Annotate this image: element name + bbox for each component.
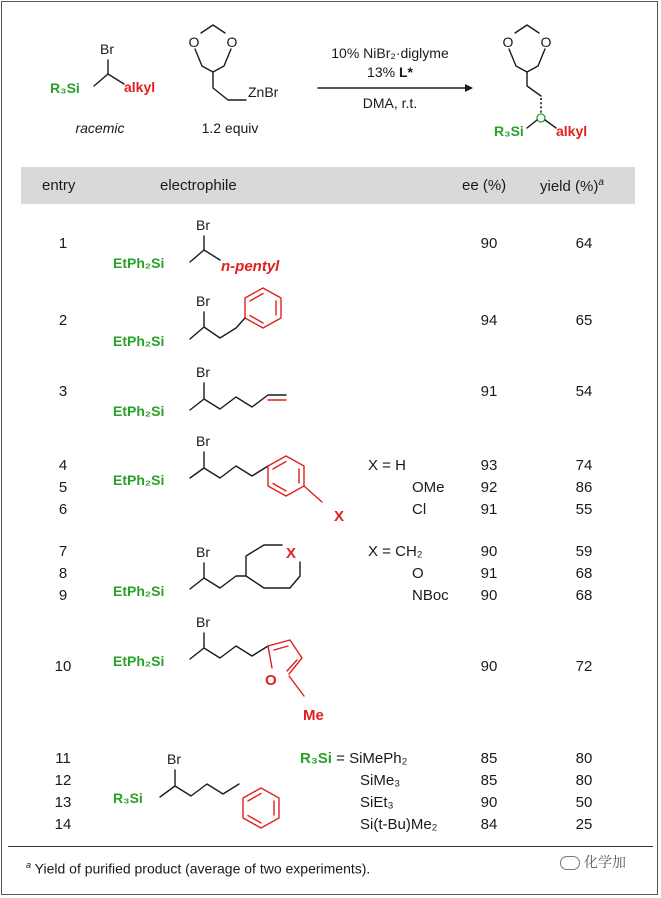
condition-solvent: DMA, r.t.: [362, 95, 418, 111]
variant-x-ch2: X = CH₂: [368, 543, 423, 560]
footnote-rule: [8, 846, 653, 847]
variant-silyl-3: SiEt₃: [360, 794, 394, 811]
me-label: Me: [303, 707, 324, 724]
reactant1-alkyl: alkyl: [124, 79, 156, 95]
silyl-label: EtPh₂Si: [113, 472, 165, 488]
row-ee: 84: [480, 816, 498, 833]
ring-double-bonds: [250, 294, 276, 324]
row-ee: 90: [480, 658, 498, 675]
furan-o-label: O: [265, 672, 277, 689]
row-ee: 92: [480, 479, 498, 496]
row-yield: 59: [575, 543, 593, 560]
row-entry: 4: [58, 457, 68, 474]
racemic-label: racemic: [75, 120, 125, 136]
row-yield: 25: [575, 816, 593, 833]
silyl-label: EtPh₂Si: [113, 333, 165, 349]
header-yield: yield (%)$^a$: [540, 177, 604, 195]
row-entry: 6: [58, 501, 68, 518]
footnote: $^a$ Yield of purified product (average of two experiments).: [26, 860, 371, 877]
row-yield: 65: [575, 312, 593, 329]
row-ee: 91: [480, 383, 498, 400]
watermark: 化学加: [560, 852, 626, 872]
header-ee: ee (%): [462, 177, 507, 194]
bond: [304, 486, 322, 502]
row-entry: 2: [58, 312, 68, 329]
o-atom: O: [502, 34, 514, 50]
row-yield: 72: [575, 658, 593, 675]
npentyl-label: n-pentyl: [221, 258, 280, 275]
variant-x-o: O: [412, 565, 424, 582]
product-alkyl: alkyl: [556, 123, 588, 139]
row-yield: 50: [575, 794, 593, 811]
bond: [190, 563, 246, 589]
row-yield: 80: [575, 750, 593, 767]
wechat-icon: [560, 856, 580, 870]
row-yield: 54: [575, 383, 593, 400]
ring-bond: [246, 545, 282, 576]
ring-double-bonds: [248, 794, 274, 824]
row-ee: 91: [480, 565, 498, 582]
row-ee: 90: [480, 543, 498, 560]
bond: [289, 676, 304, 696]
variant-silyl-4: Si(t-Bu)Me₂: [360, 816, 438, 833]
x-label: X: [334, 508, 345, 525]
o-atom: O: [540, 34, 552, 50]
row-ee: 85: [480, 772, 498, 789]
variant-x-cl: Cl: [412, 501, 427, 518]
row-ee: 94: [480, 312, 498, 329]
row-entry: 12: [54, 772, 72, 789]
row-ee: 90: [480, 794, 498, 811]
row-yield: 68: [575, 565, 593, 582]
row-ee: 85: [480, 750, 498, 767]
br-label: Br: [196, 364, 210, 380]
silyl-label: R₃Si: [113, 790, 143, 806]
bond: [190, 633, 268, 659]
row-ee: 90: [480, 235, 498, 252]
furan-double-bonds: [274, 646, 297, 671]
row-ee: 90: [480, 587, 498, 604]
condition-ligand: 13% L*: [367, 64, 413, 80]
bond: [190, 236, 220, 262]
x-label: X: [286, 545, 297, 562]
bond: [190, 383, 286, 410]
silyl-label: EtPh₂Si: [113, 255, 165, 271]
row-yield: 86: [575, 479, 593, 496]
row-entry: 8: [58, 565, 68, 582]
row-entry: 1: [58, 235, 68, 252]
furan-ring: [268, 640, 302, 674]
br-label: Br: [167, 751, 181, 767]
silyl-label: EtPh₂Si: [113, 583, 165, 599]
variant-x-ome: OMe: [412, 479, 445, 496]
br-label: Br: [196, 544, 210, 560]
o-atom: O: [188, 34, 200, 50]
row-yield: 64: [575, 235, 593, 252]
variant-x-nboc: NBoc: [412, 587, 449, 604]
row-yield: 80: [575, 772, 593, 789]
header-entry: entry: [42, 177, 76, 194]
variant-silyl-1: R₃Si = SiMePh₂: [300, 750, 408, 767]
row-entry: 11: [55, 750, 71, 767]
equiv-label: 1.2 equiv: [201, 120, 259, 136]
br-label: Br: [196, 614, 210, 630]
br-label: Br: [196, 293, 210, 309]
header-electrophile: electrophile: [160, 177, 237, 194]
condition-catalyst: 10% NiBr₂·diglyme: [331, 45, 449, 61]
row-entry: 9: [58, 587, 68, 604]
row-entry: 7: [58, 543, 68, 560]
row-entry: 10: [54, 658, 72, 675]
row-entry: 13: [54, 794, 72, 811]
reactant2-znbr: ZnBr: [248, 84, 279, 100]
row-entry: 3: [58, 383, 68, 400]
product-silyl: R₃Si: [494, 123, 524, 139]
bond: [160, 770, 239, 797]
row-ee: 93: [480, 457, 498, 474]
row-entry: 14: [54, 816, 72, 833]
bond: [190, 452, 268, 478]
variant-silyl-2: SiMe₃: [360, 772, 401, 789]
row-yield: 74: [575, 457, 593, 474]
variant-x-h: X = H: [368, 457, 406, 474]
row-yield: 68: [575, 587, 593, 604]
silyl-label: EtPh₂Si: [113, 653, 165, 669]
row-ee: 91: [480, 501, 498, 518]
bond: [190, 312, 236, 339]
br-label: Br: [196, 217, 210, 233]
silyl-label: EtPh₂Si: [113, 403, 165, 419]
br-label: Br: [196, 433, 210, 449]
ring-double-bonds: [273, 462, 299, 492]
bond: [236, 318, 245, 328]
reactant1-silyl: R₃Si: [50, 80, 80, 96]
ring-bond: [246, 562, 300, 588]
o-atom: O: [226, 34, 238, 50]
row-entry: 5: [58, 479, 68, 496]
reactant1-br: Br: [100, 41, 114, 57]
row-yield: 55: [575, 501, 593, 518]
